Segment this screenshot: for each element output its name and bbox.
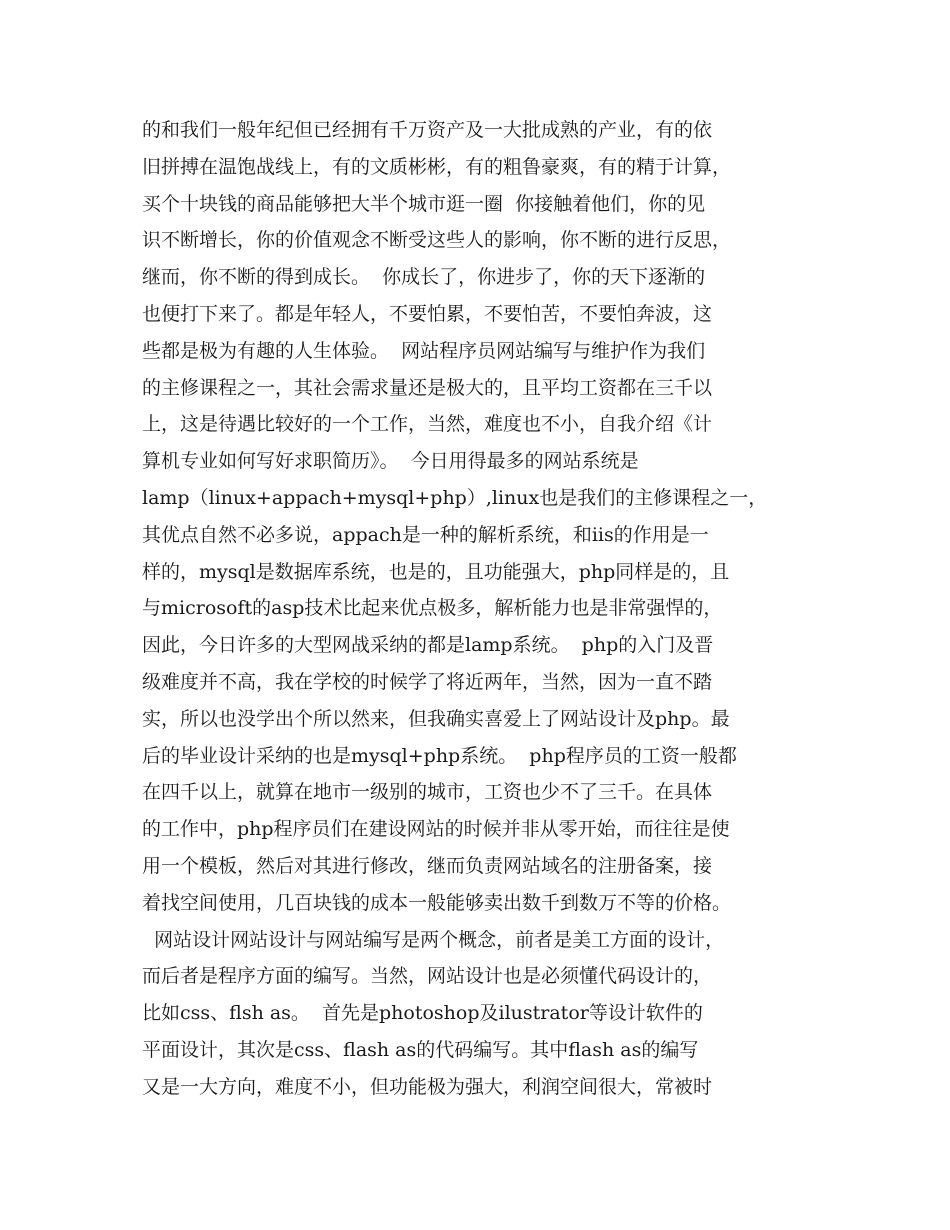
- text-line-5: 继而，你不断的得到成长。 你成长了，你进步了，你的天下逐渐的: [142, 266, 706, 289]
- text-line-14: 与microsoft的asp技术比起来优点极多，解析能力也是非常强悍的，: [142, 597, 723, 620]
- text-line-1: 的和我们一般年纪但已经拥有千万资产及一大批成熟的产业，有的依: [142, 119, 713, 141]
- text-line-7: 些都是极为有趣的人生体验。 网站程序员网站编写与维护作为我们: [142, 339, 706, 362]
- text-line-18: 后的毕业设计采纳的也是mysql+php系统。 php程序员的工资一般都: [142, 744, 737, 767]
- body-text: [142, 112, 822, 1106]
- text-line-2: 旧拼搏在温饱战线上，有的文质彬彬，有的粗鲁豪爽，有的精于计算，: [142, 155, 732, 178]
- text-line-11: lamp（linux+appach+mysql+php）,linux也是我们的主修课程之一，: [142, 486, 768, 509]
- text-line-17: 实，所以也没学出个所以然来，但我确实喜爱上了网站设计及php。最: [142, 707, 730, 730]
- text-line-21: 用一个模板，然后对其进行修改，继而负责网站域名的注册备案，接: [142, 854, 713, 877]
- text-line-16: 级难度并不高，我在学校的时候学了将近两年，当然，因为一直不踏: [142, 670, 713, 693]
- text-line-13: 样的，mysql是数据库系统，也是的，且功能强大，php同样是的，且: [142, 560, 730, 583]
- text-line-9: 上，这是待遇比较好的一个工作，当然，难度也不小，自我介绍《计: [142, 413, 713, 436]
- text-line-4: 识不断增长，你的价值观念不断受这些人的影响，你不断的进行反思，: [142, 229, 732, 252]
- text-line-26: 平面设计，其次是css、flash as的代码编写。其中flash as的编写: [142, 1038, 699, 1061]
- text-line-8: 的主修课程之一，其社会需求量还是极大的，且平均工资都在三千以: [142, 376, 713, 399]
- text-line-22: 着找空间使用，几百块钱的成本一般能够卖出数千到数万不等的价格。: [142, 891, 732, 914]
- text-line-12: 其优点自然不必多说，appach是一种的解析系统，和iis的作用是一: [142, 523, 709, 546]
- text-line-24: 而后者是程序方面的编写。当然，网站设计也是必须懂代码设计的，: [142, 965, 713, 988]
- text-line-10: 算机专业如何写好求职简历》。 今日用得最多的网站系统是: [142, 450, 639, 473]
- text-line-23: 网站设计网站设计与网站编写是两个概念，前者是美工方面的设计，: [142, 928, 725, 951]
- text-line-25: 比如css、flsh as。 首先是photoshop及ilustrator等设计软件的: [142, 1002, 703, 1025]
- text-line-20: 的工作中，php程序员们在建设网站的时候并非从零开始，而往往是使: [142, 818, 730, 841]
- text-line-19: 在四千以上，就算在地市一级别的城市，工资也少不了三千。在具体: [142, 781, 713, 804]
- text-line-6: 也便打下来了。都是年轻人，不要怕累，不要怕苦，不要怕奔波，这: [142, 302, 713, 325]
- text-line-3: 买个十块钱的商品能够把大半个城市逛一圈 你接触着他们，你的见: [142, 192, 706, 215]
- text-line-27: 又是一大方向，难度不小，但功能极为强大，利润空间很大，常被时: [142, 1075, 713, 1098]
- text-line-15: 因此，今日许多的大型网战采纳的都是lamp系统。 php的入门及晋: [142, 634, 714, 657]
